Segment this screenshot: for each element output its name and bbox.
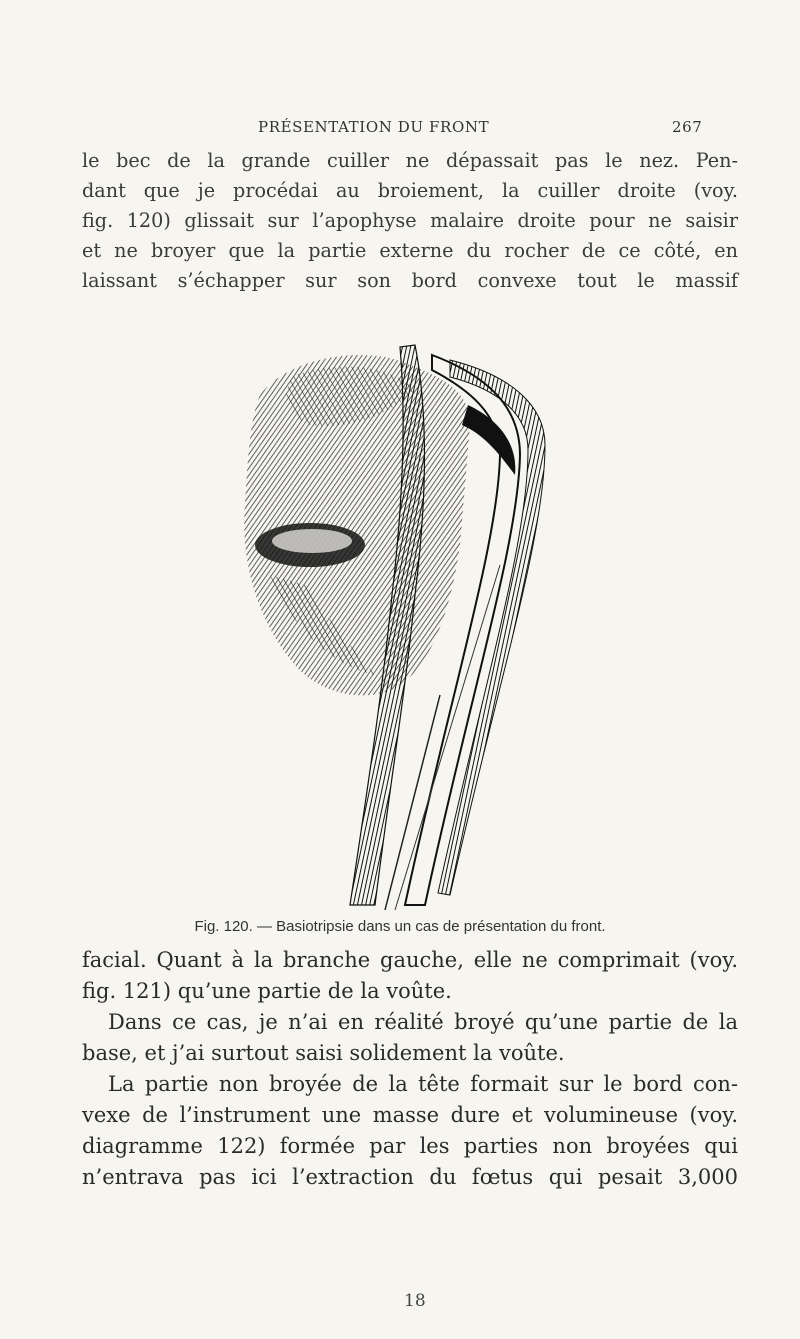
text-line: La partie non broyée de la tête formait sur le bord con- xyxy=(108,1072,738,1096)
text-line: n’entrava pas ici l’extraction du fœtus qui pesait 3,000 xyxy=(82,1165,738,1189)
text-line: base, et j’ai surtout saisi solidement la voûte. xyxy=(82,1041,565,1065)
text-line: fig. 120) glissait sur l’apophyse malaire droite pour ne saisir xyxy=(82,209,738,232)
text-line: laissant s’échapper sur son bord convexe tout le massif xyxy=(82,269,738,292)
text-line: diagramme 122) formée par les parties non broyées qui xyxy=(82,1134,738,1158)
figure-illustration xyxy=(200,335,560,915)
text-line: le bec de la grande cuiller ne dépassait pas le nez. Pen- xyxy=(82,149,738,172)
text-line: Dans ce cas, je n’ai en réalité broyé qu’une partie de la xyxy=(108,1010,738,1034)
text-line: dant que je procédai au broiement, la cuiller droite (voy. xyxy=(82,179,738,202)
paragraph-bottom xyxy=(82,945,738,1193)
figure-caption: Fig. 120. — Basiotripsie dans un cas de présentation du front. xyxy=(194,918,606,935)
text-line: vexe de l’instrument une masse dure et volumineuse (voy. xyxy=(82,1103,738,1127)
page-number: 267 xyxy=(672,118,703,136)
signature-mark: 18 xyxy=(404,1291,426,1311)
text-line: fig. 121) qu’une partie de la voûte. xyxy=(82,979,452,1003)
text-line: et ne broyer que la partie externe du rocher de ce côté, en xyxy=(82,239,738,262)
text-line: facial. Quant à la branche gauche, elle ne comprimait (voy. xyxy=(82,948,738,972)
running-title: PRÉSENTATION DU FRONT xyxy=(258,118,490,136)
paragraph-top xyxy=(82,146,738,296)
